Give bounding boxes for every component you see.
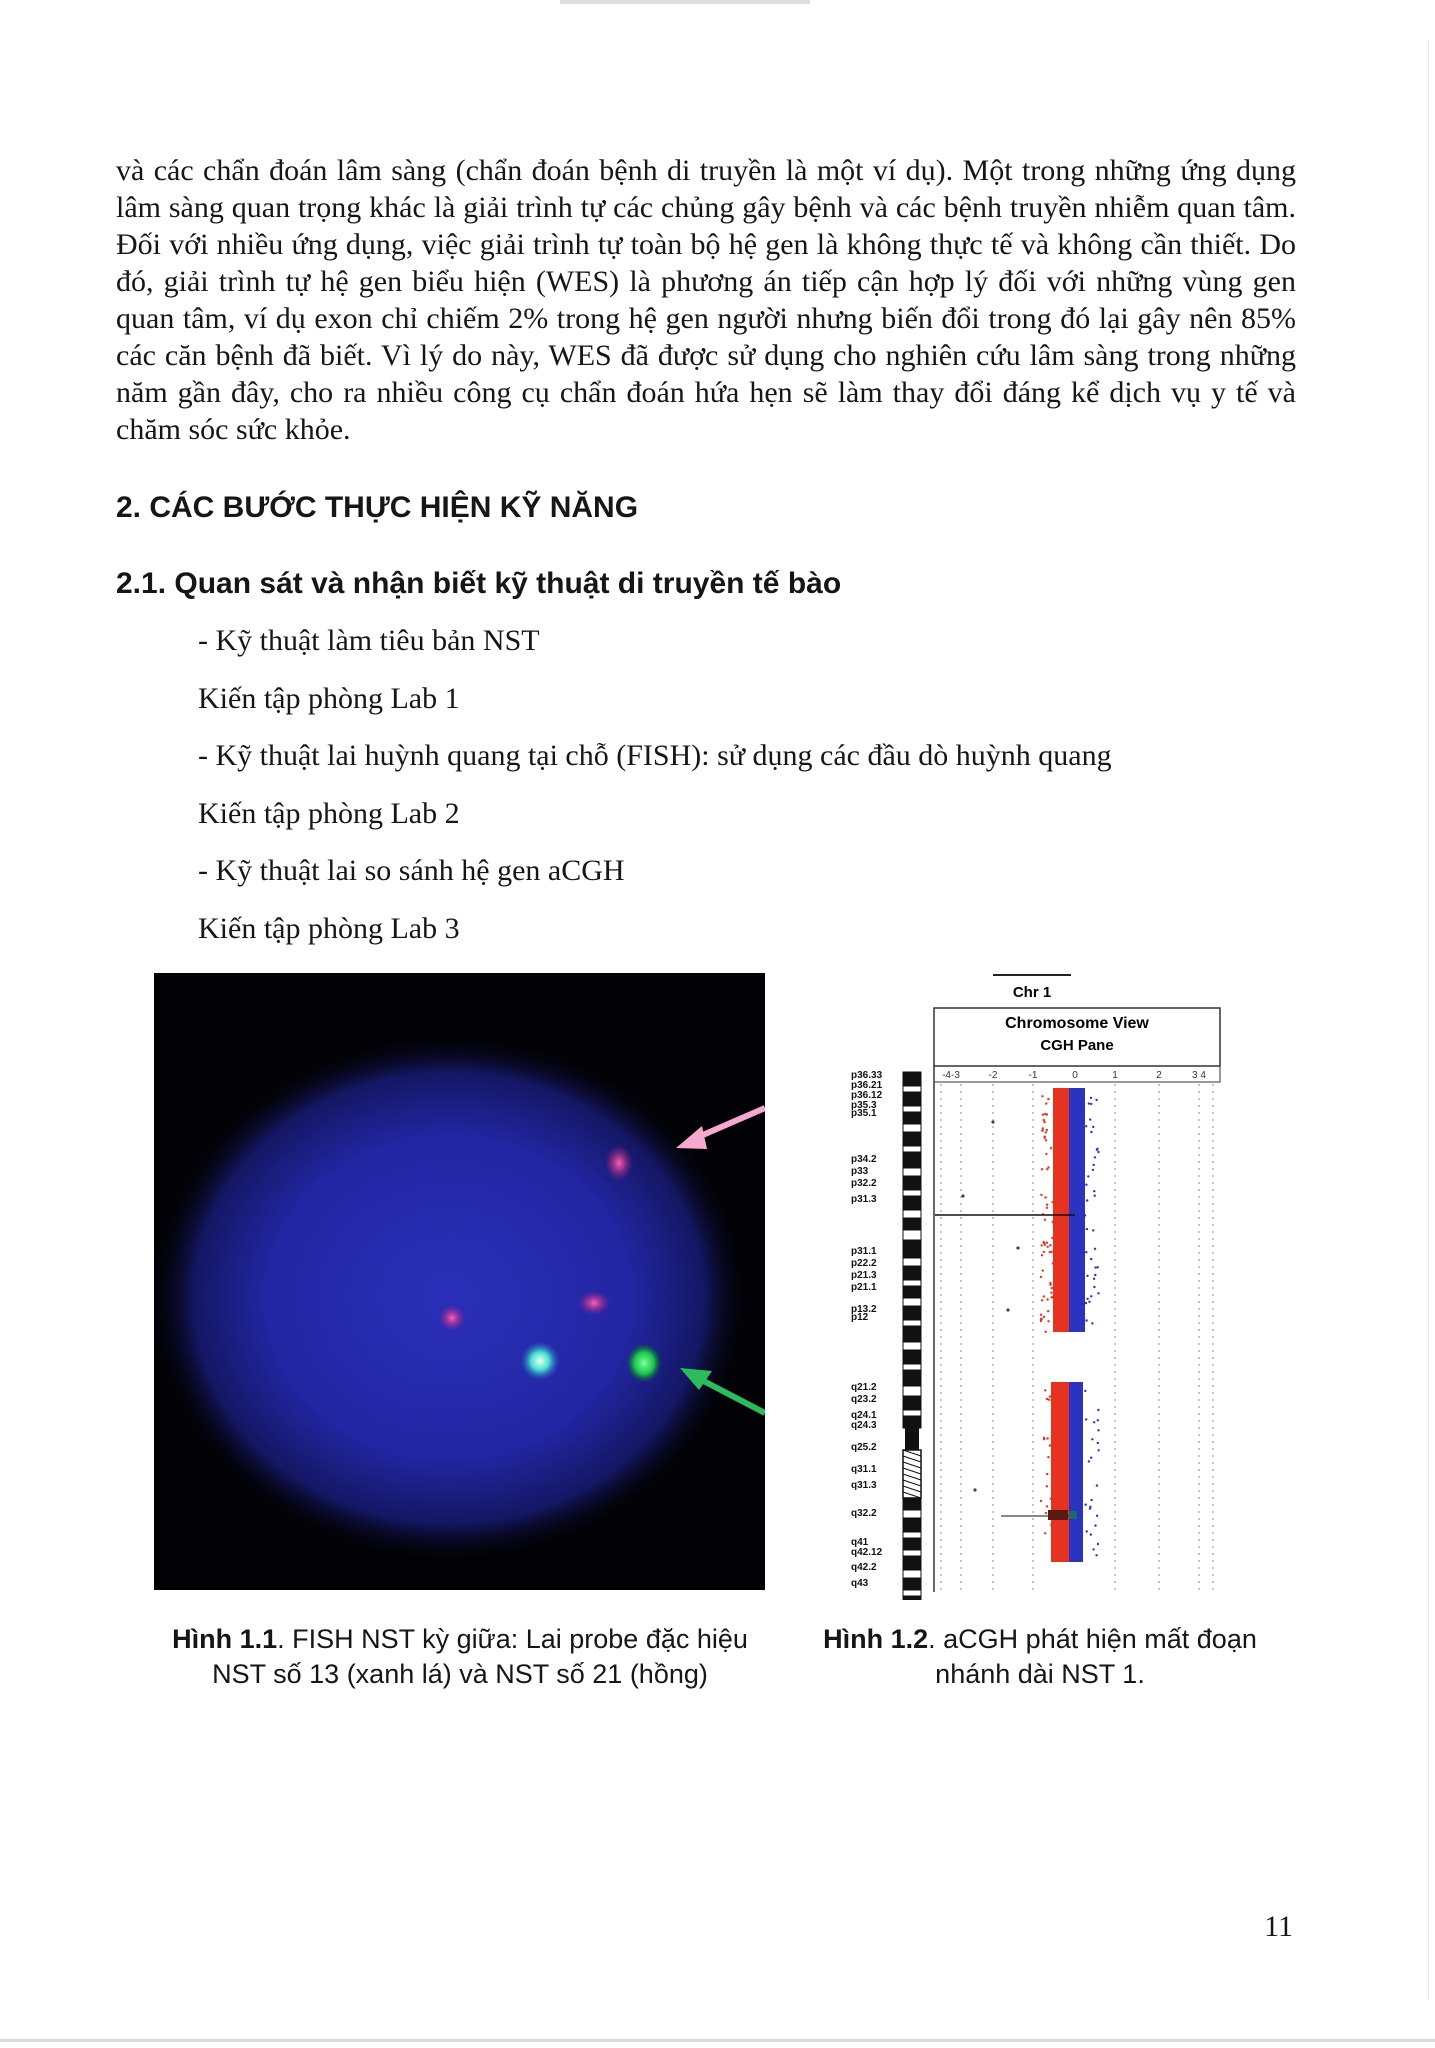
chromosome-band: [903, 1072, 921, 1086]
data-point: [1094, 1248, 1096, 1250]
band-label: p21.3: [851, 1270, 877, 1281]
data-point: [1089, 1118, 1091, 1120]
data-point: [1087, 1175, 1089, 1177]
data-point: [1094, 1156, 1096, 1158]
band-label: q42.2: [851, 1562, 877, 1573]
scan-edge-bottom: [0, 2039, 1435, 2042]
chromosome-band: [903, 1538, 921, 1550]
data-point: [1041, 1254, 1043, 1256]
chromosome-band: [903, 1230, 921, 1240]
deletion-segment: [1069, 1511, 1077, 1519]
band-label: q24.1: [851, 1410, 877, 1421]
acgh-figure: [843, 970, 1233, 1600]
scan-edge-right: [1428, 40, 1429, 2000]
data-point: [1040, 1276, 1042, 1278]
axis-tick-label: 1: [1112, 1070, 1118, 1081]
data-point: [1046, 1207, 1048, 1209]
data-point: [1043, 1295, 1045, 1297]
chromosome-band: [903, 1590, 921, 1596]
data-point: [1044, 1137, 1046, 1139]
data-point: [1045, 1512, 1047, 1514]
chromosome-band: [903, 1152, 921, 1168]
data-point: [1094, 1524, 1096, 1526]
data-point: [1043, 1121, 1045, 1123]
data-point: [1046, 1473, 1048, 1475]
chromosome-band: [903, 1298, 921, 1306]
axis-tick-label: 2: [1156, 1070, 1162, 1081]
chromosome-band: [903, 1370, 921, 1386]
chromosome-band: [903, 1326, 921, 1342]
data-point: [1085, 1504, 1087, 1506]
scan-edge-top: [560, 0, 810, 4]
band-label: p22.2: [851, 1258, 877, 1269]
list-item: - Kỹ thuật lai so sánh hệ gen aCGH: [198, 854, 625, 887]
data-point: [1046, 1168, 1048, 1170]
chromosome-band: [903, 1416, 921, 1428]
probe-signal-pink: [578, 1291, 610, 1315]
data-point: [1086, 1530, 1088, 1532]
page-number: 11: [1264, 1910, 1293, 1943]
data-point: [1097, 1543, 1099, 1545]
chromosome-band: [903, 1176, 921, 1190]
data-point: [1090, 1499, 1092, 1501]
band-label: q31.1: [851, 1464, 877, 1475]
chromosome-band: [903, 1498, 921, 1510]
data-point: [1044, 1532, 1046, 1534]
band-label: q24.3: [851, 1420, 877, 1431]
data-point: [1085, 1418, 1087, 1420]
data-point: [1042, 1127, 1044, 1129]
data-point: [1086, 1298, 1088, 1300]
data-point: [1043, 1316, 1045, 1318]
band-label: q32.2: [851, 1508, 877, 1519]
chromosome-band: [903, 1106, 921, 1112]
data-point: [1044, 1196, 1046, 1198]
chromosome-band: [903, 1306, 921, 1320]
chromosome-band: [903, 1280, 921, 1286]
data-point: [1045, 1102, 1047, 1104]
band-label: q23.2: [851, 1394, 877, 1405]
band-labels: [851, 1070, 883, 1589]
data-point: [1090, 1097, 1092, 1099]
figure1-caption: [150, 1622, 770, 1692]
data-point: [1093, 1421, 1095, 1423]
fish-micrograph: [154, 973, 765, 1590]
gain-signal-q-arm: [1069, 1382, 1083, 1562]
technique-list: [198, 622, 1112, 967]
data-point: [1040, 1500, 1042, 1502]
data-point: [1092, 1548, 1094, 1550]
deletion-segment: [1048, 1510, 1068, 1520]
intro-paragraph: và các chẩn đoán lâm sàng (chẩn đoán bệnh di truyền là một ví dụ). Một trong những ứng dụng lâm sàng quan trọng khác là giải trình tự các chủng gây bệnh và các bệnh truyền nhiễm quan tâm. Đối với nhiều ứng dụng, việc giải trình tự toàn bộ hệ gen là không thực tế và không cần thiết. Do đó, giải trình tự hệ gen biểu hiện (WES) là phương án tiếp cận hợp lý đối với những vùng gen quan tâm, ví dụ exon chỉ chiếm 2% trong hệ gen người nhưng biến đổi trong đó lại gây nên 85% các căn bệnh đã biết. Vì lý do này, WES đã được sử dụng cho nghiên cứu lâm sàng trong những năm gần đây, cho ra nhiều công cụ chẩn đoán hứa hẹn sẽ làm thay đổi đáng kể dịch vụ y tế và chăm sóc sức khỏe.: [116, 154, 1296, 446]
chromosome-band: [903, 1210, 921, 1218]
chromosome-band: [903, 1112, 921, 1124]
probe-signal-pink: [605, 1145, 633, 1181]
data-point: [1084, 1390, 1086, 1392]
data-point: [1040, 1194, 1042, 1196]
data-point: [1045, 1153, 1047, 1155]
data-point: [1052, 1201, 1054, 1203]
chromosome-band: [903, 1596, 921, 1600]
band-label: p36.12: [851, 1090, 883, 1101]
data-point: [1045, 1131, 1047, 1133]
data-point: [1097, 1409, 1099, 1411]
list-item: Kiến tập phòng Lab 1: [198, 681, 460, 715]
chromosome-band: [903, 1396, 921, 1410]
subsection-heading: 2.1. Quan sát và nhận biết kỹ thuật di truyền tế bào: [116, 567, 842, 600]
data-point: [1086, 1199, 1088, 1201]
panel-title: Chromosome View: [1005, 1015, 1149, 1032]
data-point: [1051, 1237, 1053, 1239]
chromosome-ideogram: [903, 1072, 921, 1600]
data-point: [1040, 1318, 1042, 1320]
chromosome-band: [903, 1350, 921, 1364]
data-point: [1084, 1214, 1086, 1216]
data-point: [1085, 1251, 1087, 1253]
list-item: - Kỹ thuật làm tiêu bản NST: [198, 624, 540, 657]
data-point: [1093, 1190, 1095, 1192]
data-point: [1052, 1262, 1054, 1264]
data-point: [1043, 1437, 1045, 1439]
axis-tick-label: 3 4: [1192, 1070, 1206, 1081]
data-point: [1096, 1515, 1098, 1517]
chromosome-band: [903, 1086, 921, 1092]
band-label: p12: [851, 1312, 869, 1323]
data-point: [1090, 1295, 1092, 1297]
data-point: [1093, 1286, 1095, 1288]
chromosome-band: [903, 1570, 921, 1578]
axis-tick-label: 0: [1072, 1070, 1078, 1081]
data-point: [1047, 1098, 1049, 1100]
chromosome-band: [903, 1258, 921, 1266]
data-point: [1052, 1221, 1054, 1223]
data-point: [1090, 1131, 1092, 1133]
data-point: [973, 1488, 976, 1491]
data-point: [1045, 1331, 1047, 1333]
data-point: [1090, 1103, 1092, 1105]
data-point: [1094, 1266, 1096, 1268]
list-item: - Kỹ thuật lai huỳnh quang tại chỗ (FISH): sử dụng các đầu dò huỳnh quang: [198, 739, 1112, 772]
data-point: [1086, 1228, 1088, 1230]
data-point: [1085, 1302, 1087, 1304]
data-point: [1046, 1505, 1048, 1507]
chromosome-band: [903, 1578, 921, 1590]
data-point: [1096, 1484, 1098, 1486]
loss-signal-p-arm: [1053, 1088, 1069, 1332]
probe-signal-green: [626, 1343, 662, 1383]
data-point: [1043, 1251, 1045, 1253]
data-point: [1088, 1460, 1090, 1462]
data-point: [1046, 1437, 1048, 1439]
data-point: [1048, 1399, 1050, 1401]
band-label: q43: [851, 1578, 869, 1589]
chromosome-band: [903, 1266, 921, 1280]
figure2-caption: [800, 1622, 1280, 1692]
chromosome-band: [903, 1218, 921, 1230]
chromosome-band: [903, 1196, 921, 1210]
panel-subtitle: CGH Pane: [1040, 1037, 1114, 1054]
band-label: p31.3: [851, 1194, 877, 1205]
probe-signal-pink: [439, 1305, 465, 1331]
data-point: [1046, 1485, 1048, 1487]
data-point: [1041, 1168, 1043, 1170]
band-label: p21.1: [851, 1282, 877, 1293]
data-point: [1041, 1299, 1043, 1301]
data-point: [1047, 1320, 1049, 1322]
data-point: [1097, 1419, 1099, 1421]
chr-title: Chr 1: [1012, 984, 1052, 1001]
axis-ticks: [942, 1070, 1206, 1081]
data-point: [1051, 1296, 1053, 1298]
data-point: [1041, 1244, 1043, 1246]
chromosome-band: [903, 1550, 921, 1556]
data-point: [1051, 1400, 1053, 1402]
data-point: [1085, 1125, 1087, 1127]
band-label: p32.2: [851, 1178, 877, 1189]
log-ratio-plot: [935, 1088, 1100, 1562]
data-point: [1092, 1229, 1094, 1231]
band-label: q42.12: [851, 1547, 883, 1558]
figure2-label: Hình 1.2: [823, 1624, 929, 1654]
data-point: [1093, 1278, 1095, 1280]
data-point: [1090, 1533, 1092, 1535]
chromosome-band: [903, 1168, 921, 1176]
data-point: [1049, 1284, 1051, 1286]
chromosome-band: [903, 1342, 921, 1350]
data-point: [1090, 1457, 1092, 1459]
data-point: [1040, 1314, 1042, 1316]
data-point: [1049, 1444, 1051, 1446]
data-point: [1049, 1244, 1051, 1246]
data-point: [1044, 1113, 1046, 1115]
data-point: [1042, 1269, 1044, 1271]
chromosome-band: [903, 1386, 921, 1396]
data-point: [1046, 1204, 1048, 1206]
data-point: [1042, 1114, 1044, 1116]
chromosome-band: [903, 1286, 921, 1298]
data-point: [961, 1194, 964, 1197]
data-point: [1051, 1437, 1053, 1439]
data-point: [1092, 1169, 1094, 1171]
data-point: [1041, 1095, 1043, 1097]
chromosome-band: [903, 1190, 921, 1196]
data-point: [1041, 1129, 1043, 1131]
data-point: [1049, 1395, 1051, 1397]
band-label: q41: [851, 1537, 869, 1548]
list-item: Kiến tập phòng Lab 2: [198, 796, 460, 830]
data-point: [1088, 1102, 1090, 1104]
chromosome-band: [903, 1146, 921, 1152]
data-point: [1046, 1398, 1048, 1400]
axis-tick-label: -2: [988, 1070, 998, 1081]
chromosome-band: [903, 1556, 921, 1570]
chromosome-band: [903, 1364, 921, 1370]
chromosome-band: [903, 1124, 921, 1132]
data-point: [1095, 1554, 1097, 1556]
data-point: [1047, 1246, 1049, 1248]
data-point: [1090, 1258, 1092, 1260]
chromosome-band: [903, 1240, 921, 1258]
chromosome-band: [903, 1532, 921, 1538]
chromosome-band: [903, 1320, 921, 1326]
band-label: q31.3: [851, 1480, 877, 1491]
chromosome-band: [903, 1518, 921, 1532]
data-point: [1097, 1292, 1099, 1294]
data-point: [1091, 1322, 1093, 1324]
data-point: [1047, 1310, 1049, 1312]
band-label: p35.3: [851, 1100, 877, 1111]
data-point: [1046, 1298, 1048, 1300]
centromere: [905, 1428, 919, 1450]
nucleus: [154, 1033, 749, 1563]
data-point: [1096, 1149, 1098, 1151]
data-point: [1046, 1242, 1048, 1244]
data-point: [1047, 1456, 1049, 1458]
data-point: [1086, 1275, 1088, 1277]
data-point: [1051, 1407, 1053, 1409]
data-point: [1097, 1266, 1099, 1268]
axis-tick-label: -4-3: [942, 1070, 960, 1081]
band-label: p36.33: [851, 1070, 883, 1081]
axis-tick-label: -1: [1028, 1070, 1038, 1081]
data-point: [1095, 1099, 1097, 1101]
data-point: [1092, 1126, 1094, 1128]
figure1-label: Hình 1.1: [172, 1624, 278, 1654]
data-point: [1045, 1139, 1047, 1141]
pink-arrow-icon: [676, 1108, 765, 1149]
chromosome-band: [903, 1510, 921, 1518]
data-point: [1016, 1246, 1019, 1249]
data-point: [1049, 1251, 1051, 1253]
band-label: p33: [851, 1166, 869, 1177]
data-point: [1085, 1319, 1087, 1321]
band-label: p34.2: [851, 1154, 877, 1165]
gain-signal-p-arm: [1069, 1088, 1085, 1332]
data-point: [1046, 1129, 1048, 1131]
figure2-caption-text: . aCGH phát hiện mất đoạn nhánh dài NST 1.: [928, 1624, 1257, 1689]
fish-image: [154, 973, 765, 1590]
band-label: q25.2: [851, 1442, 877, 1453]
data-point: [1050, 1292, 1052, 1294]
data-point: [1050, 1147, 1052, 1149]
data-point: [1051, 1287, 1053, 1289]
data-point: [1093, 1164, 1095, 1166]
data-point: [1091, 1438, 1093, 1440]
data-point: [1044, 1219, 1046, 1221]
data-point: [1094, 1274, 1096, 1276]
data-point: [1050, 1498, 1052, 1500]
data-point: [1044, 1389, 1046, 1391]
data-point: [1050, 1523, 1052, 1525]
data-point: [1006, 1308, 1009, 1311]
data-point: [1089, 1507, 1091, 1509]
data-point: [1097, 1442, 1099, 1444]
band-label: p35.1: [851, 1108, 877, 1119]
data-point: [1085, 1184, 1087, 1186]
data-point: [1094, 1195, 1096, 1197]
data-point: [991, 1120, 994, 1123]
chromosome-band: [903, 1092, 921, 1106]
chromosome-band: [903, 1410, 921, 1416]
section-heading: 2. CÁC BƯỚC THỰC HIỆN KỸ NĂNG: [116, 491, 639, 524]
data-point: [1097, 1429, 1099, 1431]
data-point: [1088, 1301, 1090, 1303]
figure1-caption-text: . FISH NST kỳ giữa: Lai probe đặc hiệu NST số 13 (xanh lá) và NST số 21 (hồng): [212, 1624, 748, 1689]
probe-signal-green: [520, 1341, 560, 1381]
acgh-chart: [843, 970, 1233, 1600]
list-item: Kiến tập phòng Lab 3: [198, 911, 460, 945]
chromosome-band: [903, 1132, 921, 1146]
band-label: q21.2: [851, 1382, 877, 1393]
band-label: p31.1: [851, 1246, 877, 1257]
data-point: [1097, 1449, 1099, 1451]
data-point: [1097, 1151, 1099, 1153]
band-label: p13.2: [851, 1304, 877, 1315]
data-point: [1044, 1244, 1046, 1246]
band-label: p36.21: [851, 1080, 883, 1091]
